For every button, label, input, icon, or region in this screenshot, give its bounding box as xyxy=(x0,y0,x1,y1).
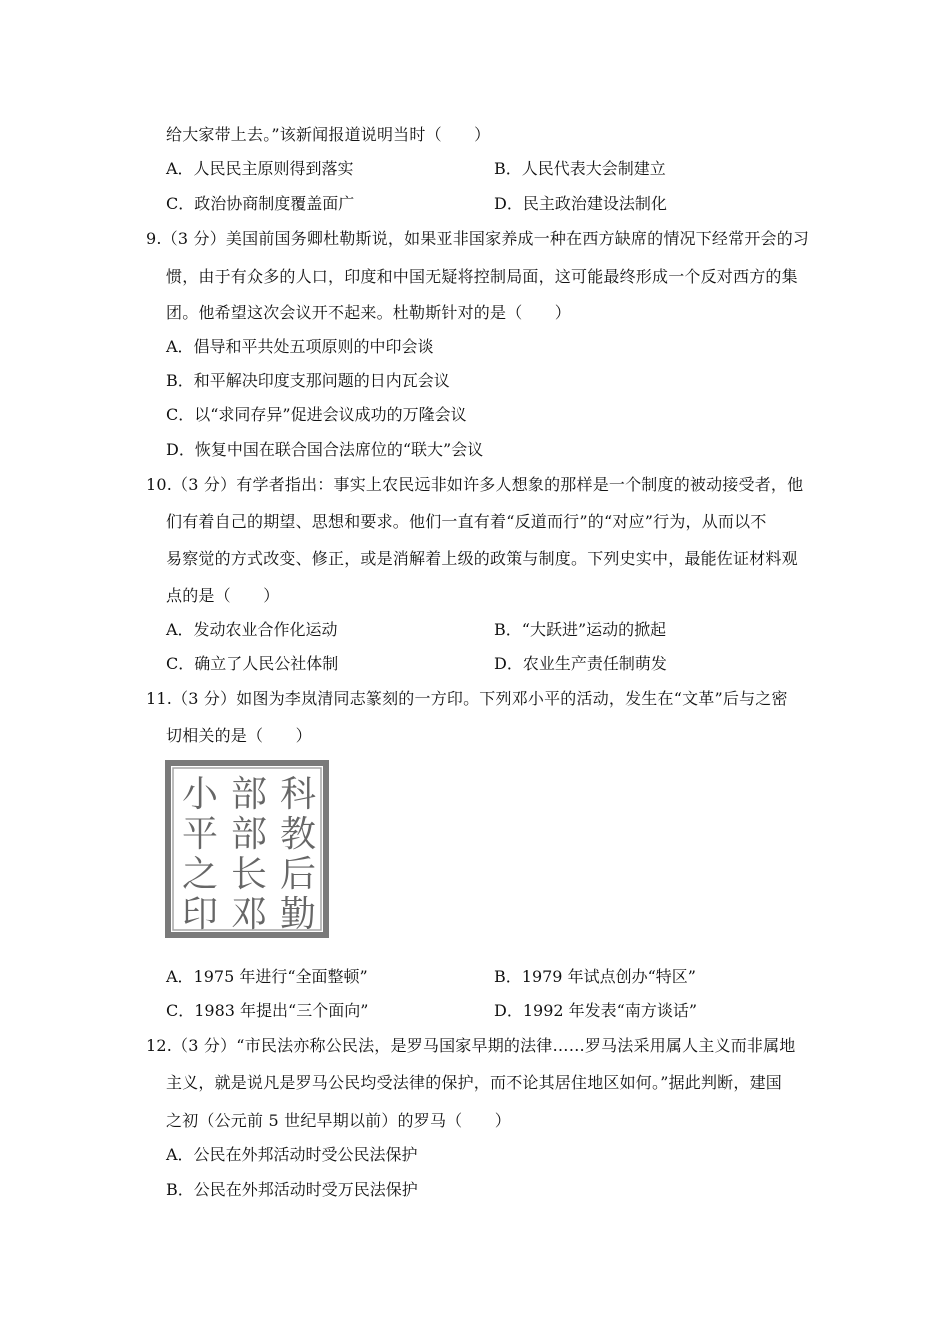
svg-text:教: 教 xyxy=(279,814,317,855)
q9-option-b[interactable]: B．和平解决印度支那问题的日内瓦会议 xyxy=(166,371,450,390)
svg-text:勤: 勤 xyxy=(279,894,317,935)
q10-stem-line-2: 们有着自己的期望、思想和要求。他们一直有着“反道而行”的“对应”行为，从而以不 xyxy=(166,512,767,531)
q10-stem-line-1: 10.（3 分）有学者指出：事实上农民远非如许多人想象的那样是一个制度的被动接受者，他 xyxy=(146,475,804,494)
q10-option-b[interactable]: B．“大跃进”运动的掀起 xyxy=(494,620,667,639)
q9-option-d[interactable]: D．恢复中国在联合国合法席位的“联大”会议 xyxy=(166,440,484,459)
q10-stem-line-4: 点的是（ ） xyxy=(166,586,280,605)
svg-text:科: 科 xyxy=(279,774,317,815)
q8-stem-tail: 给大家带上去。”该新闻报道说明当时（ ） xyxy=(166,125,491,144)
q12-option-a[interactable]: A．公民在外邦活动时受公民法保护 xyxy=(166,1145,418,1164)
q9-option-c[interactable]: C．以“求同存异”促进会议成功的万隆会议 xyxy=(166,405,467,424)
svg-text:小: 小 xyxy=(181,774,219,815)
q8-option-c[interactable]: C．政治协商制度覆盖面广 xyxy=(166,194,355,213)
svg-text:邓: 邓 xyxy=(230,894,268,935)
q11-option-d[interactable]: D．1992 年发表“南方谈话” xyxy=(494,1001,697,1020)
svg-text:后: 后 xyxy=(279,854,317,895)
q10-option-c[interactable]: C．确立了人民公社体制 xyxy=(166,654,339,673)
svg-text:之: 之 xyxy=(181,854,219,895)
q10-option-a[interactable]: A．发动农业合作化运动 xyxy=(166,620,338,639)
q11-stem-line-2: 切相关的是（ ） xyxy=(166,726,312,745)
svg-text:长: 长 xyxy=(230,854,268,895)
q12-option-b[interactable]: B．公民在外邦活动时受万民法保护 xyxy=(166,1180,418,1199)
q9-stem-line-3: 团。他希望这次会议开不起来。杜勒斯针对的是（ ） xyxy=(166,303,572,322)
q12-stem-line-2: 主义，就是说凡是罗马公民均受法律的保护，而不论其居住地区如何。”据此判断，建国 xyxy=(166,1073,782,1092)
svg-text:部: 部 xyxy=(230,774,268,815)
q8-option-a[interactable]: A．人民民主原则得到落实 xyxy=(166,159,354,178)
q9-stem-line-2: 惯，由于有众多的人口，印度和中国无疑将控制局面，这可能最终形成一个反对西方的集 xyxy=(166,267,798,286)
q10-option-d[interactable]: D．农业生产责任制萌发 xyxy=(494,654,667,673)
svg-text:印: 印 xyxy=(181,894,219,935)
q9-option-a[interactable]: A．倡导和平共处五项原则的中印会谈 xyxy=(166,337,434,356)
svg-text:平: 平 xyxy=(181,814,219,855)
q11-stem-line-1: 11.（3 分）如图为李岚清同志篆刻的一方印。下列邓小平的活动，发生在“文革”后与之密 xyxy=(146,689,788,708)
q10-stem-line-3: 易察觉的方式改变、修正，或是消解着上级的政策与制度。下列史实中，最能佐证材料观 xyxy=(166,549,798,568)
seal-image xyxy=(165,760,329,938)
q9-stem-line-1: 9.（3 分）美国前国务卿杜勒斯说，如果亚非国家养成一种在西方缺席的情况下经常开会的习 xyxy=(146,229,810,248)
q12-stem-line-1: 12.（3 分）“市民法亦称公民法，是罗马国家早期的法律……罗马法采用属人主义而非属地 xyxy=(146,1036,796,1055)
q11-option-c[interactable]: C．1983 年提出“三个面向” xyxy=(166,1001,369,1020)
q11-option-b[interactable]: B．1979 年试点创办“特区” xyxy=(494,967,696,986)
q8-option-d[interactable]: D．民主政治建设法制化 xyxy=(494,194,667,213)
q12-stem-line-3: 之初（公元前 5 世纪早期以前）的罗马（ ） xyxy=(166,1111,511,1130)
q11-option-a[interactable]: A．1975 年进行“全面整顿” xyxy=(166,967,368,986)
q8-option-b[interactable]: B．人民代表大会制建立 xyxy=(494,159,666,178)
svg-text:部: 部 xyxy=(230,814,268,855)
